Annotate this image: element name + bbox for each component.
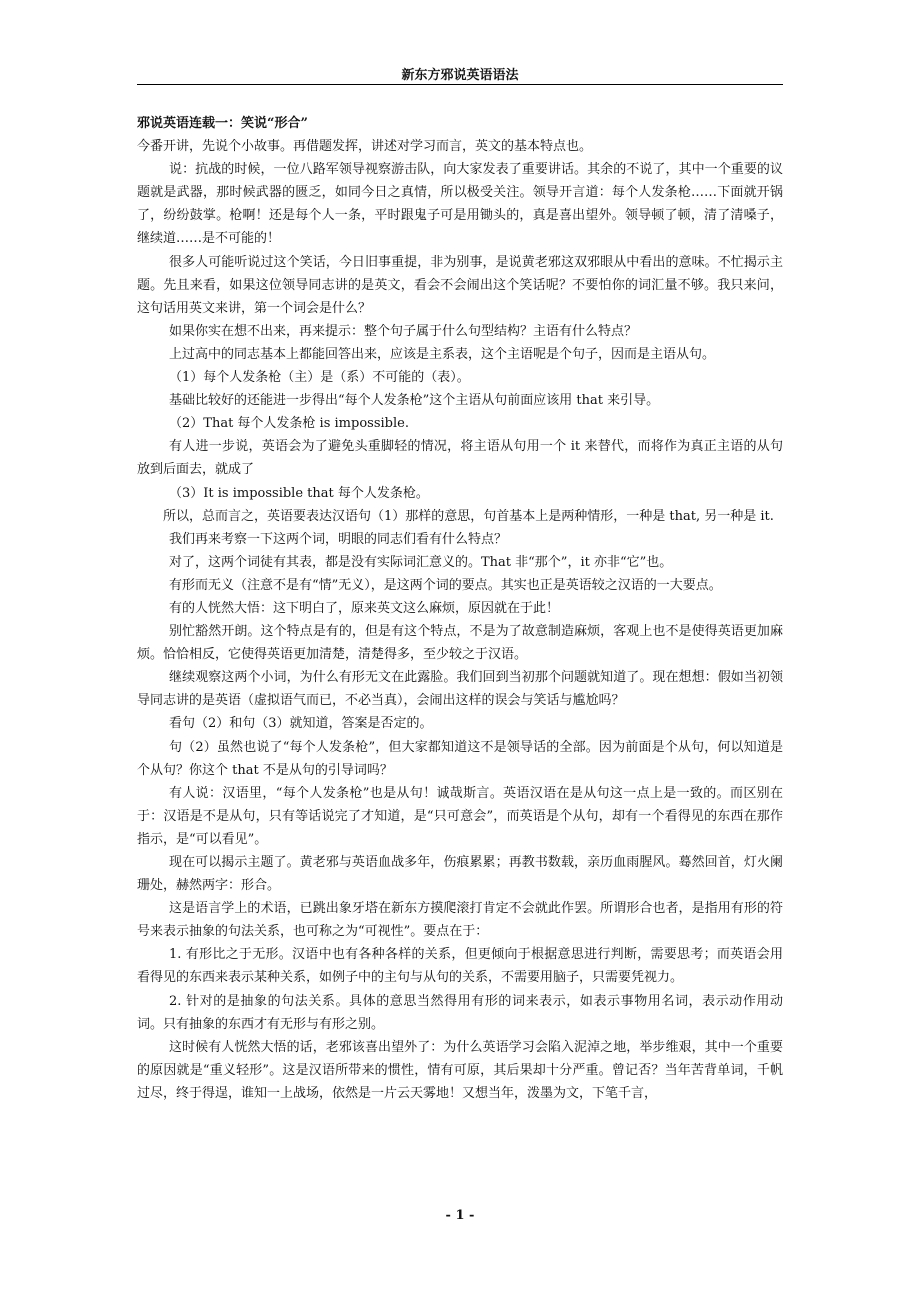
paragraph: 继续观察这两个小词，为什么有形无文在此露脸。我们回到当初那个问题就知道了。现在想想：假如当初领导同志讲的是英语（虚拟语气而已，不必当真），会闹出这样的误会与笑话与尴尬吗？ — [137, 670, 783, 709]
page-header-title: 新东方邪说英语语法 — [401, 68, 519, 83]
paragraph: 今番开讲，先说个小故事。再借题发挥，讲述对学习而言，英文的基本特点也。 — [137, 139, 593, 155]
paragraph: （3）It is impossible that 每个人发条枪。 — [169, 485, 429, 501]
paragraph: 说：抗战的时候，一位八路军领导视察游击队，向大家发表了重要讲话。其余的不说了，其中一个重要的议题就是武器，那时候武器的匮乏，如同今日之真情，所以极受关注。领导开言道：每个人发条枪……下面就开锅了，纷纷鼓掌。枪啊！还是每个人一条，平时跟鬼子可是用锄头的，真是喜出望外。领导顿了顿，清了清嗓子，继续道……是不可能的！ — [137, 162, 783, 247]
paragraph: 这时候有人恍然大悟的话，老邪该喜出望外了：为什么英语学习会陷入泥淖之地，举步维艰，其中一个重要的原因就是“重义轻形”。这是汉语所带来的惯性，情有可原，其后果却十分严重。曾记否？当年苦背单词，千帆过尽，终于得逞，谁知一上战场，依然是一片云天雾地！又想当年，泼墨为文，下笔千言， — [137, 1039, 783, 1101]
paragraph: （1）每个人发条枪（主）是（系）不可能的（表）。 — [169, 370, 470, 386]
paragraph: 有人说：汉语里，“每个人发条枪”也是从句！诚哉斯言。英语汉语在是从句这一点上是一致的。而区别在于：汉语是不是从句，只有等话说完了才知道，是“只可意会”，而英语是个从句，却有一个看得见的东西在那作指示，是“可以看见”。 — [137, 785, 783, 847]
paragraph: 有形而无义（注意不是有“情”无义），是这两个词的要点。其实也正是英语较之汉语的一大要点。 — [169, 577, 722, 593]
paragraph: 看句（2）和句（3）就知道，答案是否定的。 — [169, 716, 433, 732]
paragraph: 有的人恍然大悟：这下明白了，原来英文这么麻烦，原因就在于此！ — [169, 600, 560, 616]
paragraph: 别忙豁然开朗。这个特点是有的，但是有这个特点，不是为了故意制造麻烦，客观上也不是使得英语更加麻烦。恰恰相反，它使得英语更加清楚，清楚得多，至少较之于汉语。 — [137, 624, 783, 663]
header-rule — [137, 84, 783, 85]
paragraph: 有人进一步说，英语会为了避免头重脚轻的情况，将主语从句用一个 it 来替代，而将作为真正主语的从句放到后面去，就成了 — [137, 439, 783, 478]
article-title: 邪说英语连载一：笑说“形合” — [137, 116, 308, 131]
paragraph: 如果你实在想不出来，再来提示：整个句子属于什么句型结构？主语有什么特点？ — [169, 323, 638, 339]
paragraph: 这是语言学上的术语，已跳出象牙塔在新东方摸爬滚打肯定不会就此作罢。所谓形合也者，是指用有形的符号来表示抽象的句法关系，也可称之为“可视性”。要点在于： — [137, 901, 783, 940]
paragraph: 现在可以揭示主题了。黄老邪与英语血战多年，伤痕累累；再教书数载，亲历血雨腥风。蓦然回首，灯火阑珊处，赫然两字：形合。 — [137, 855, 783, 894]
page-number: - 1 - — [445, 1208, 475, 1223]
paragraph: 我们再来考察一下这两个词，明眼的同志们看有什么特点？ — [169, 531, 508, 547]
paragraph: 上过高中的同志基本上都能回答出来，应该是主系表，这个主语呢是个句子，因而是主语从句。 — [169, 346, 716, 362]
paragraph: 所以，总而言之，英语要表达汉语句（1）那样的意思，句首基本上是两种情形，一种是 that, 另一种是 it. — [163, 508, 774, 524]
paragraph: 基础比较好的还能进一步得出“每个人发条枪”这个主语从句前面应该用 that 来引导。 — [169, 393, 660, 409]
paragraph: （2）That 每个人发条枪 is impossible. — [169, 416, 409, 432]
article-body — [137, 112, 783, 1105]
paragraph: 对了，这两个词徒有其表，都是没有实际词汇意义的。That 非“那个”，it 亦非“它”也。 — [169, 554, 673, 570]
paragraph: 句（2）虽然也说了“每个人发条枪”，但大家都知道这不是领导话的全部。因为前面是个从句，何以知道是个从句？你这个 that 不是从句的引导词吗？ — [137, 739, 783, 778]
paragraph: 很多人可能听说过这个笑话，今日旧事重提，非为别事，是说黄老邪这双邪眼从中看出的意味。不忙揭示主题。先且来看，如果这位领导同志讲的是英文，看会不会闹出这个笑话呢？不要怕你的词汇量不够。我只来问，这句话用英文来讲，第一个词会是什么？ — [137, 254, 783, 316]
paragraph: 2. 针对的是抽象的句法关系。具体的意思当然得用有形的词来表示，如表示事物用名词，表示动作用动词。只有抽象的东西才有无形与有形之别。 — [137, 993, 783, 1032]
paragraph: 1. 有形比之于无形。汉语中也有各种各样的关系，但更倾向于根据意思进行判断，需要思考；而英语会用看得见的东西来表示某种关系，如例子中的主句与从句的关系，不需要用脑子，只需要凭视力。 — [137, 947, 783, 986]
